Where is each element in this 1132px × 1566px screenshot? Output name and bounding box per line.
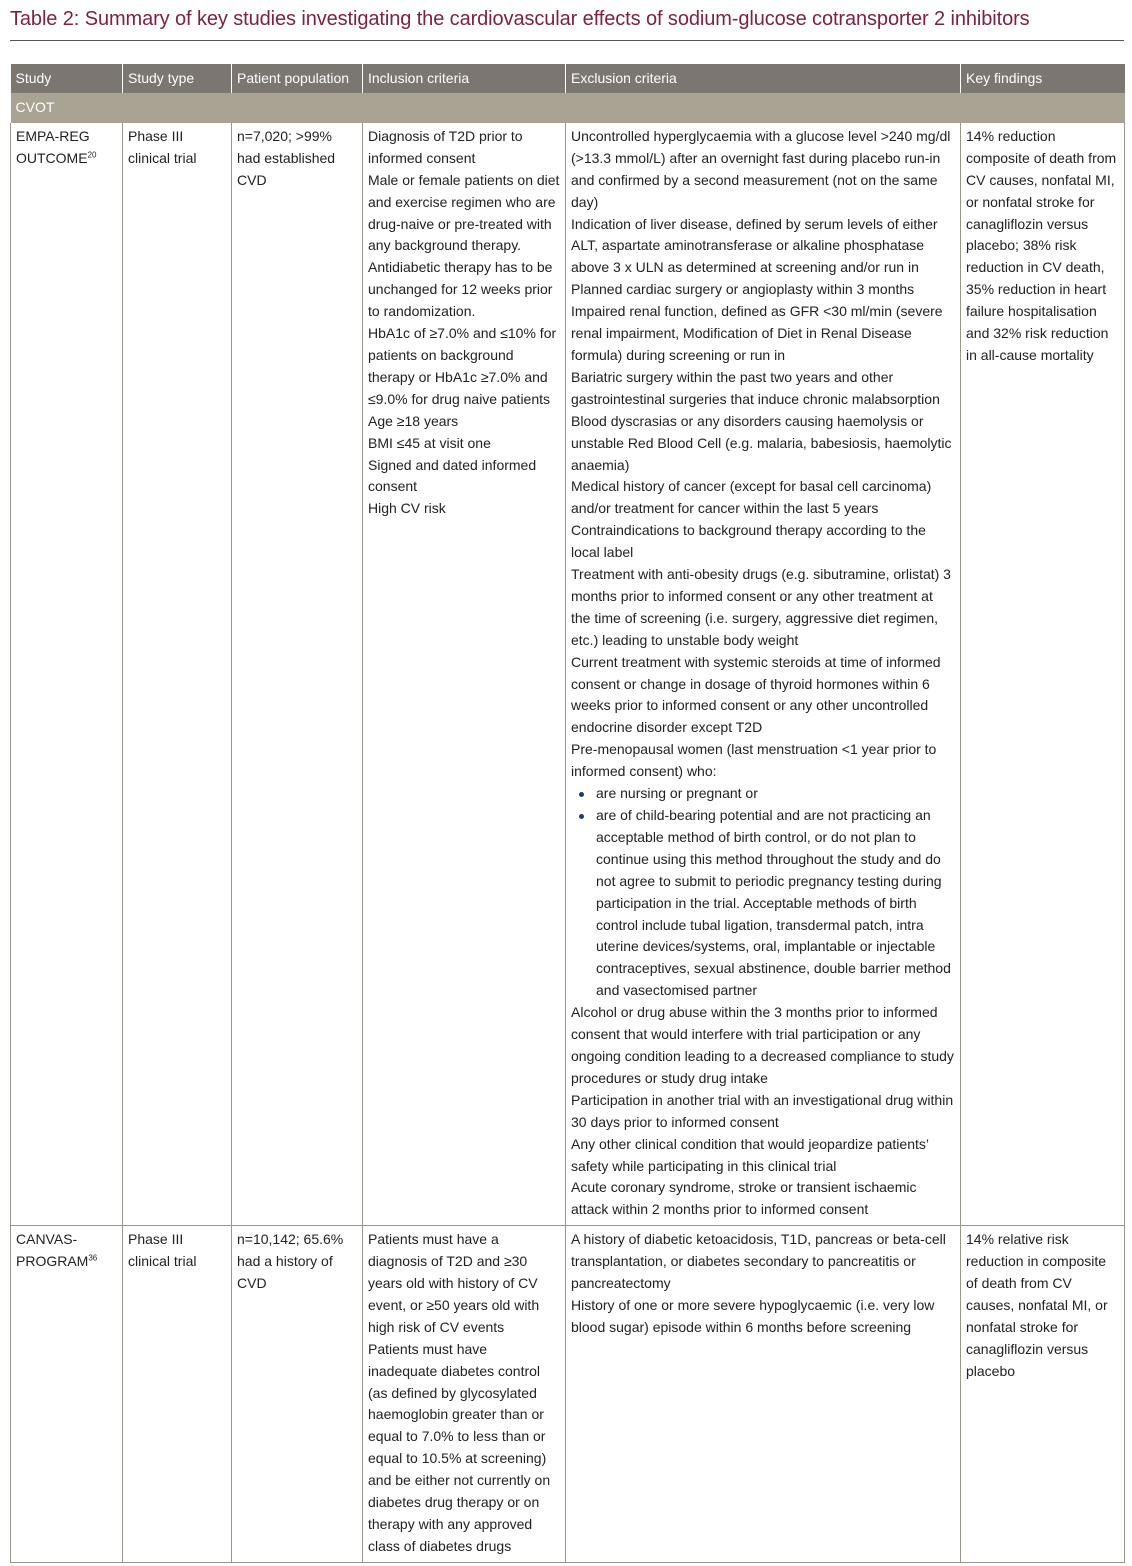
criterion: Planned cardiac surgery or angioplasty within 3 months (571, 281, 915, 298)
header-patient-population: Patient population (232, 64, 363, 93)
section-label: CVOT (11, 93, 1125, 123)
study-name: EMPA-REG OUTCOME (16, 127, 90, 166)
criterion: Current treatment with systemic steroids at time of informed consent or change in dosage of thyroid hormones within 6 weeks prior to informed consent or any other uncontrolled endocrine disorder except T2D (571, 653, 941, 736)
inclusion-cell (363, 123, 566, 1226)
title-divider (10, 40, 1124, 41)
criterion: Diagnosis of T2D prior to informed consent (368, 127, 523, 166)
criterion: Contraindications to background therapy according to the local label (571, 522, 926, 561)
criterion: Impaired renal function, defined as GFR <30 ml/min (severe renal impairment, Modification of Diet in Renal Disease formula) during screening or run in (571, 303, 943, 363)
exclusion-cell (566, 1226, 961, 1563)
criterion: BMI ≤45 at visit one (368, 434, 491, 451)
criterion: Blood dyscrasias or any disorders causing haemolysis or unstable Red Blood Cell (e.g. malaria, babesiosis, haemolytic anaemia) (571, 412, 952, 473)
criterion: Medical history of cancer (except for basal cell carcinoma) and/or treatment for cancer within the last 5 years (571, 478, 932, 517)
header-inclusion-criteria: Inclusion criteria (363, 64, 566, 93)
study-cell (11, 123, 123, 1226)
bullet-item: are of child-bearing potential and are not practicing an acceptable method of birth control, or do not plan to continue using this method throughout the study and do not agree to submit to periodic pregnancy testing during participation in the trial. Acceptable methods of birth control include tubal ligation, transdermal patch, intra uterine devices/systems, oral, implantable or injectable contraceptives, sexual abstinence, double barrier method and vasectomised partner (571, 805, 955, 1002)
criterion: Participation in another trial with an investigational drug within 30 days prior to informed consent (571, 1091, 954, 1130)
criterion: Acute coronary syndrome, stroke or transient ischaemic attack within 2 months prior to informed consent (571, 1179, 917, 1218)
header-study: Study (11, 64, 123, 93)
criterion: Any other clinical condition that would jeopardize patients’ safety while participating in this clinical trial (571, 1135, 929, 1174)
study-cell (11, 1226, 123, 1563)
study-reference: 36 (88, 1253, 98, 1263)
criterion: Treatment with anti-obesity drugs (e.g. sibutramine, orlistat) 3 months prior to informed consent or any other treatment at the time of screening (i.e. surgery, aggressive diet regimen, etc.) leading to unstable body weight (571, 566, 951, 648)
bullet-item: are nursing or pregnant or (571, 783, 955, 805)
study-reference: 20 (87, 150, 97, 160)
table-row (11, 1226, 1125, 1563)
bullet-list (571, 783, 955, 1002)
criterion: History of one or more severe hypoglycaemic (i.e. very low blood sugar) episode within 6 months before screening (571, 1296, 935, 1335)
criterion: Indication of liver disease, defined by serum levels of either ALT, aspartate aminotransferase or alkaline phosphatase above 3 x ULN as determined at screening and/or run in (571, 215, 938, 276)
criterion: Alcohol or drug abuse within the 3 months prior to informed consent that would interfere with trial participation or any ongoing condition leading to a decreased compliance to study procedures or study drug intake (571, 1004, 954, 1086)
criterion: HbA1c of ≥7.0% and ≤10% for patients on background therapy or HbA1c ≥7.0% and ≤9.0% for drug naive patients (368, 325, 557, 407)
study-name: CANVAS-PROGRAM (16, 1231, 89, 1270)
section-row (11, 93, 1125, 123)
study-type-cell: Phase III clinical trial (123, 1226, 232, 1563)
header-study-type: Study type (123, 64, 232, 93)
header-key-findings: Key findings (961, 64, 1125, 93)
studies-table (10, 64, 1125, 1563)
findings-cell: 14% reduction composite of death from CV causes, nonfatal MI, or nonfatal stroke for canagliflozin versus placebo; 38% risk reduction in CV death, 35% reduction in heart failure hospitalisation and 32% risk reduction in all-cause mortality (961, 123, 1125, 1226)
header-exclusion-criteria: Exclusion criteria (566, 64, 961, 93)
findings-cell: 14% relative risk reduction in composite of death from CV causes, nonfatal MI, or nonfatal stroke for canagliflozin versus placebo (961, 1226, 1125, 1563)
criterion: Pre-menopausal women (last menstruation <1 year prior to informed consent) who: (571, 741, 937, 780)
population-cell: n=7,020; >99% had established CVD (232, 123, 363, 1226)
population-cell: n=10,142; 65.6% had a history of CVD (232, 1226, 363, 1563)
table-row (11, 123, 1125, 1226)
exclusion-cell (566, 123, 961, 1226)
criterion: Bariatric surgery within the past two years and other gastrointestinal surgeries that induce chronic malabsorption (571, 368, 940, 407)
criterion: Uncontrolled hyperglycaemia with a glucose level >240 mg/dl (>13.3 mmol/L) after an overnight fast during placebo run-in and confirmed by a second measurement (not on the same day) (571, 127, 951, 210)
study-type-cell: Phase III clinical trial (123, 123, 232, 1226)
criterion: High CV risk (368, 500, 446, 517)
criterion: Signed and dated informed consent (368, 456, 537, 495)
criterion: Patients must have inadequate diabetes control (as defined by glycosylated haemoglobin greater than or equal to 7.0% to less than or equal to 10.5% at screening) and be either not currently on diabetes drug therapy or on therapy with any approved class of diabetes drugs (368, 1340, 551, 1554)
criterion: A history of diabetic ketoacidosis, T1D, pancreas or beta-cell transplantation, or diabetes secondary to pancreatitis or pancreatectomy (571, 1231, 946, 1292)
table-title: Table 2: Summary of key studies investigating the cardiovascular effects of sodium-glucose cotransporter 2 inhibitors (10, 8, 1030, 30)
header-row (11, 64, 1125, 93)
criterion: Male or female patients on diet and exercise regimen who are drug-naive or pre-treated with any background therapy. Antidiabetic therapy has to be unchanged for 12 weeks prior to randomization. (368, 171, 560, 320)
criterion: Age ≥18 years (368, 412, 459, 429)
inclusion-cell (363, 1226, 566, 1563)
criterion: Patients must have a diagnosis of T2D and ≥30 years old with history of CV event, or ≥50 years old with high risk of CV events (368, 1231, 540, 1335)
